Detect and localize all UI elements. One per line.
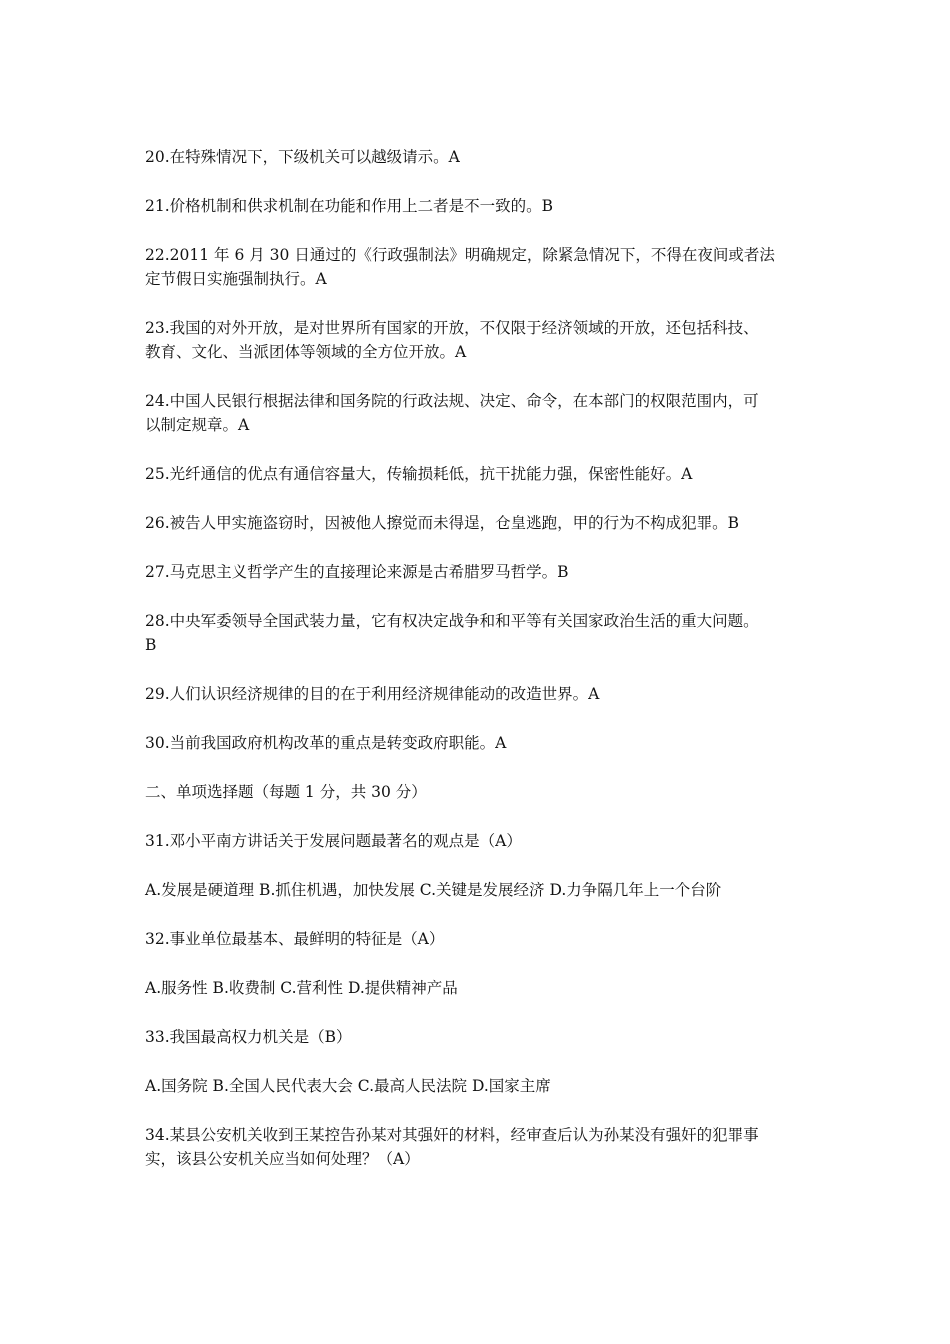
question-32-options: A.服务性 B.收费制 C.营利性 D.提供精神产品 xyxy=(145,979,458,997)
question-29: 29.人们认识经济规律的目的在于利用经济规律能动的改造世界。A xyxy=(145,685,600,703)
question-34: 34.某县公安机关收到王某控告孙某对其强奸的材料，经审查后认为孙某没有强奸的犯罪事 实，该县公安机关应当如何处理？（A） xyxy=(145,1126,759,1168)
document-page xyxy=(145,145,825,1196)
section-heading: 二、单项选择题（每题 1 分，共 30 分） xyxy=(145,783,427,801)
question-30: 30.当前我国政府机构改革的重点是转变政府职能。A xyxy=(145,734,507,752)
question-22: 22.2011 年 6 月 30 日通过的《行政强制法》明确规定，除紧急情况下，不得在夜间或者法 定节假日实施强制执行。A xyxy=(145,246,775,288)
question-32: 32.事业单位最基本、最鲜明的特征是（A） xyxy=(145,930,445,948)
question-21: 21.价格机制和供求机制在功能和作用上二者是不一致的。B xyxy=(145,197,554,215)
question-31: 31.邓小平南方讲话关于发展问题最著名的观点是（A） xyxy=(145,832,522,850)
question-28: 28.中央军委领导全国武装力量，它有权决定战争和和平等有关国家政治生活的重大问题。 B xyxy=(145,612,759,654)
question-33: 33.我国最高权力机关是（B） xyxy=(145,1028,352,1046)
question-20: 20.在特殊情况下，下级机关可以越级请示。A xyxy=(145,148,460,166)
question-25: 25.光纤通信的优点有通信容量大，传输损耗低，抗干扰能力强，保密性能好。A xyxy=(145,465,693,483)
question-23: 23.我国的对外开放，是对世界所有国家的开放，不仅限于经济领域的开放，还包括科技、 教育、文化、当派团体等领域的全方位开放。A xyxy=(145,319,759,361)
question-24: 24.中国人民银行根据法律和国务院的行政法规、决定、命令，在本部门的权限范围内，可 以制定规章。A xyxy=(145,392,759,434)
question-26: 26.被告人甲实施盗窃时，因被他人擦觉而未得逞，仓皇逃跑，甲的行为不构成犯罪。B xyxy=(145,514,740,532)
question-27: 27.马克思主义哲学产生的直接理论来源是古希腊罗马哲学。B xyxy=(145,563,569,581)
question-33-options: A.国务院 B.全国人民代表大会 C.最高人民法院 D.国家主席 xyxy=(145,1077,551,1095)
question-31-options: A.发展是硬道理 B.抓住机遇，加快发展 C.关键是发展经济 D.力争隔几年上一个台阶 xyxy=(145,881,722,899)
